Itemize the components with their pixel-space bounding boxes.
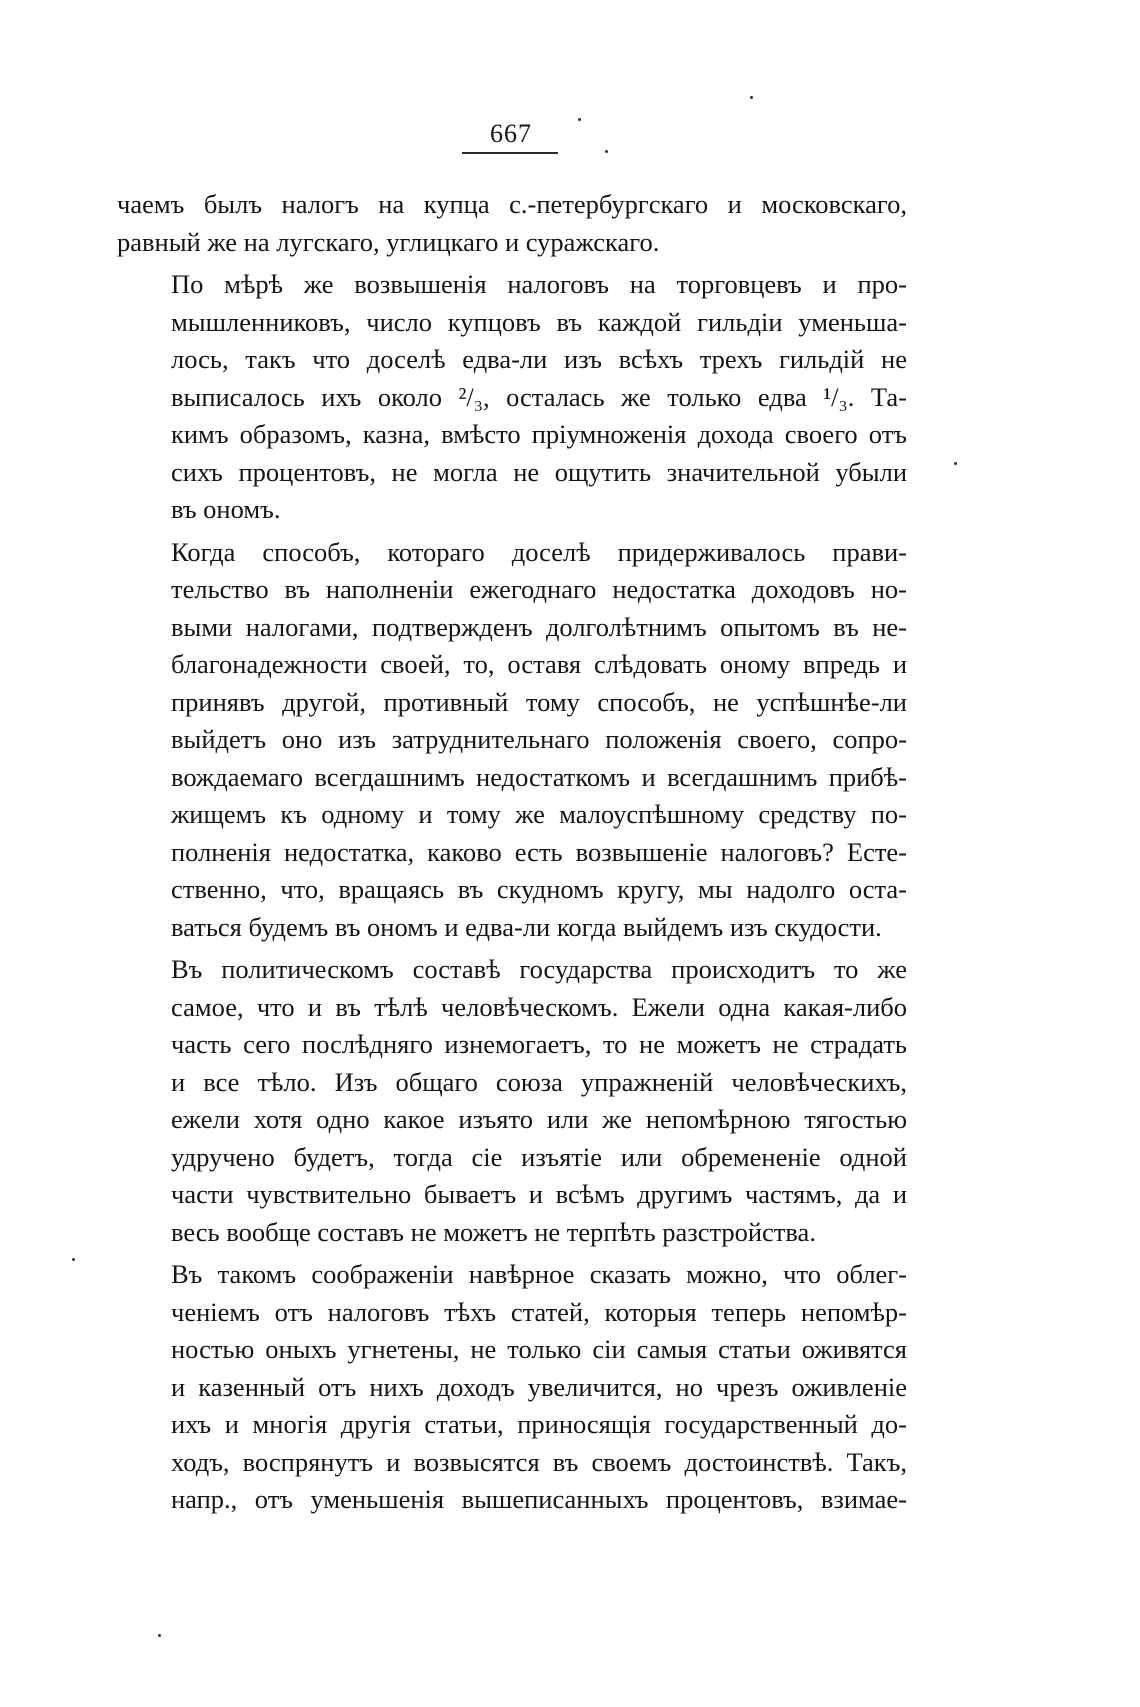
text-line: сихъ процентовъ, не могла не ощутить значительной убыли xyxy=(171,456,907,487)
text-line: кимъ образомъ, казна, вмѣсто пріумноженія дохода своего отъ xyxy=(171,419,907,449)
page-number-rule xyxy=(462,152,558,154)
text-line: Въ политическомъ составѣ государства происходитъ то же xyxy=(171,954,907,984)
text-line: выми налогами, подтвержденъ долголѣтнимъ опытомъ въ не- xyxy=(171,611,907,642)
speck xyxy=(72,1258,75,1261)
text-line: жищемъ къ одному и тому же малоуспѣшному средству по- xyxy=(171,799,907,829)
speck xyxy=(578,118,581,121)
text-line: вождаемаго всегдашнимъ недостаткомъ и всегдашнимъ прибѣ- xyxy=(171,761,907,792)
text-line: весь вообще составъ не можетъ не терпѣть разстройства. xyxy=(171,1216,816,1247)
text-line: въ ономъ. xyxy=(171,494,281,524)
speck xyxy=(954,462,957,465)
text-line: ихъ и многія другія статьи, приносящія государственный до- xyxy=(171,1409,907,1439)
body-text xyxy=(117,186,907,1524)
text-line: ченіемъ отъ налоговъ тѣхъ статей, которыя теперь непомѣр- xyxy=(171,1296,907,1327)
text-line: и все тѣло. Изъ общаго союза упражненій человѣческихъ, xyxy=(171,1066,907,1097)
text-line: тельство въ наполненіи ежегоднаго недостатка доходовъ но- xyxy=(171,574,907,604)
text-line: полненія недостатка, каково есть возвышеніе налоговъ? Есте- xyxy=(171,836,907,867)
text-line: лось, такъ что доселѣ едва-ли изъ всѣхъ трехъ гильдій не xyxy=(171,344,907,374)
text-line: часть сего послѣдняго изнемогаетъ, то не можетъ не страдать xyxy=(171,1029,907,1059)
text-line: По мѣрѣ же возвышенія налоговъ на торговцевъ и про- xyxy=(171,269,907,299)
speck xyxy=(605,150,608,153)
text-line: выйдетъ оно изъ затруднительнаго положенія своего, сопро- xyxy=(171,724,907,754)
paragraph xyxy=(117,1256,907,1519)
text-line: и казенный отъ нихъ доходъ увеличится, но чрезъ оживленіе xyxy=(171,1371,907,1402)
text-line: принявъ другой, противный тому способъ, не успѣшнѣе-ли xyxy=(171,686,907,717)
text-line: равный же на лугскаго, углицкаго и суражскаго. xyxy=(117,226,660,257)
text-line: ственно, что, вращаясь въ скудномъ кругу, мы надолго оста- xyxy=(171,874,907,904)
text-line: удручено будетъ, тогда сіе изъятіе или обремененіе одной xyxy=(171,1141,907,1172)
page-number: 667 xyxy=(490,119,532,148)
text-line: выписалось ихъ около ²/₃, осталась же только едва ¹/₃. Та- xyxy=(171,381,907,412)
speck xyxy=(750,96,753,99)
paragraph xyxy=(117,266,907,529)
text-line: Въ такомъ соображеніи навѣрное сказать можно, что облег- xyxy=(171,1259,907,1289)
text-line: благонадежности своей, то, оставя слѣдовать оному впредь и xyxy=(171,649,907,679)
text-line: ходъ, воспрянутъ и возвысятся въ своемъ достоинствѣ. Такъ, xyxy=(171,1446,907,1477)
text-line: ежели хотя одно какое изъято или же непомѣрною тягостью xyxy=(171,1104,907,1134)
paragraph xyxy=(117,534,907,947)
text-line: Когда способъ, котораго доселѣ придерживалось прави- xyxy=(171,536,907,567)
text-line: ностью оныхъ угнетены, не только сіи самыя статьи оживятся xyxy=(171,1334,907,1364)
text-line: напр., отъ уменьшенія вышеписанныхъ процентовъ, взимае- xyxy=(171,1484,907,1514)
text-line: мышленниковъ, число купцовъ въ каждой гильдіи уменьша- xyxy=(171,306,907,337)
text-line: части чувствительно бываетъ и всѣмъ другимъ частямъ, да и xyxy=(171,1179,907,1209)
paragraph xyxy=(117,951,907,1251)
text-line: самое, что и въ тѣлѣ человѣческомъ. Ежели одна какая-либо xyxy=(171,991,907,1022)
speck xyxy=(158,1634,161,1637)
text-line: чаемъ былъ налогъ на купца с.-петербургскаго и московскаго, xyxy=(117,189,907,219)
text-line: ваться будемъ въ ономъ и едва-ли когда выйдемъ изъ скудости. xyxy=(171,911,882,942)
paragraph xyxy=(117,186,907,261)
